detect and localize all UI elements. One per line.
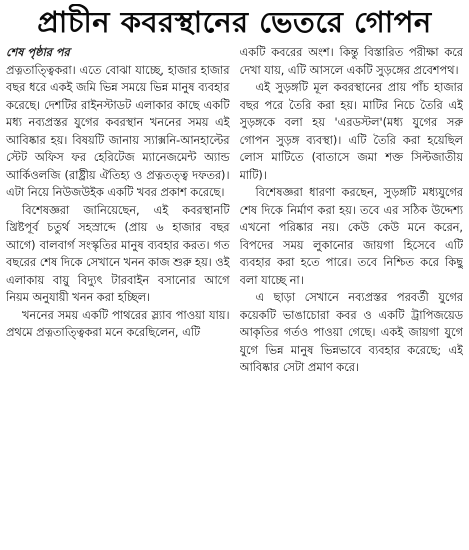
paragraph: বিশেষজ্ঞরা জানিয়েছেন, এই কবরস্থানটি খ্রিষ্টপূর্ব চতুর্থ সহস্রাব্দে (প্রায় ৬ হাজার বছর আগে) বালবার্গ সংস্কৃতির মানুষ ব্যবহার করত। গত বছরের শেষ দিকে সেখানে খনন কাজ শুরু হয়। ওই এলাকায় বায়ু বিদ্যুৎ টারবাইন বসানোর আগে নিয়ম অনুযায়ী খনন করা হচ্ছিল।	[6, 203, 230, 304]
paragraph: এই সুড়ঙ্গটি মূল কবরস্থানের প্রায় পাঁচ হাজার বছর পরে তৈরি করা হয়। মাটির নিচে তৈরি এই সুড়ঙ্গকে বলা হয় 'এরডস্টল'(মধ্য যুগের সরু গোপন সুড়ঙ্গ ব্যবস্থা)। এটি তৈরি করা হয়েছিল লোস মাটিতে (বাতাসে জমা শক্ত সিল্টজাতীয় মাটি)।	[239, 81, 463, 182]
paragraph: একটি কবরের অংশ। কিন্তু বিস্তারিত পরীক্ষা করে দেখা যায়, এটি আসলে একটি সুড়ঙ্গের প্রবেশপথ।	[239, 46, 463, 77]
article-headline: প্রাচীন কবরস্থানের ভেতরে গোপন	[37, 5, 432, 39]
paragraph: খননের সময় একটি পাথরের স্ল্যাব পাওয়া যায়। প্রথমে প্রত্নতাত্ত্বিকরা মনে করেছিলেন, এটি	[6, 308, 230, 339]
left-column	[6, 44, 230, 550]
paragraph: প্রত্নতাত্ত্বিকরা। এতে বোঝা যাচ্ছে, হাজার হাজার বছর ধরে একই জমি ভিন্ন সময়ে ভিন্ন মানুষ ব্যবহার করেছে। দেশটির রাইনস্টাডট এলাকার কাছে একটি মধ্য নব্যপ্রস্তর যুগের কবরস্থান খননের সময় এই আবিষ্কার হয়। বিষয়টি জানায় স্যাক্সনি-আনহাল্টের স্টেট অফিস ফর হেরিটেজ ম্যানেজমেন্ট অ্যান্ড আর্কিওলজি (রাষ্ট্রীয় ঐতিহ্য ও প্রত্নতত্ত্ব দফতর)। এটা নিয়ে নিউজউইক একটি খবর প্রকাশ করেছে।	[6, 63, 230, 199]
continued-from-label: শেষ পৃষ্ঠার পর	[6, 46, 70, 59]
article-body	[6, 44, 463, 550]
paragraph: এ ছাড়া সেখানে নব্যপ্রস্তর পরবর্তী যুগের কয়েকটি ভাঙাচোরা কবর ও একটি ট্রাপিজয়েড আকৃতির গর্তও পাওয়া গেছে। একই জায়গা যুগে যুগে ভিন্ন মানুষ ভিন্নভাবে ব্যবহার করেছে; এই আবিষ্কার সেটা প্রমাণ করে।	[239, 291, 463, 374]
paragraph: বিশেষজ্ঞরা ধারণা করছেন, সুড়ঙ্গটি মধ্যযুগের শেষ দিকে নির্মাণ করা হয়। তবে এর সঠিক উদ্দেশ্য এখনো পরিষ্কার নয়। কেউ কেউ মনে করেন, বিপদের সময় লুকানোর জায়গা হিসেবে এটি ব্যবহার করা হতে পারে। তবে নিশ্চিত করে কিছু বলা যাচ্ছে না।	[239, 186, 463, 287]
right-column	[240, 44, 464, 550]
